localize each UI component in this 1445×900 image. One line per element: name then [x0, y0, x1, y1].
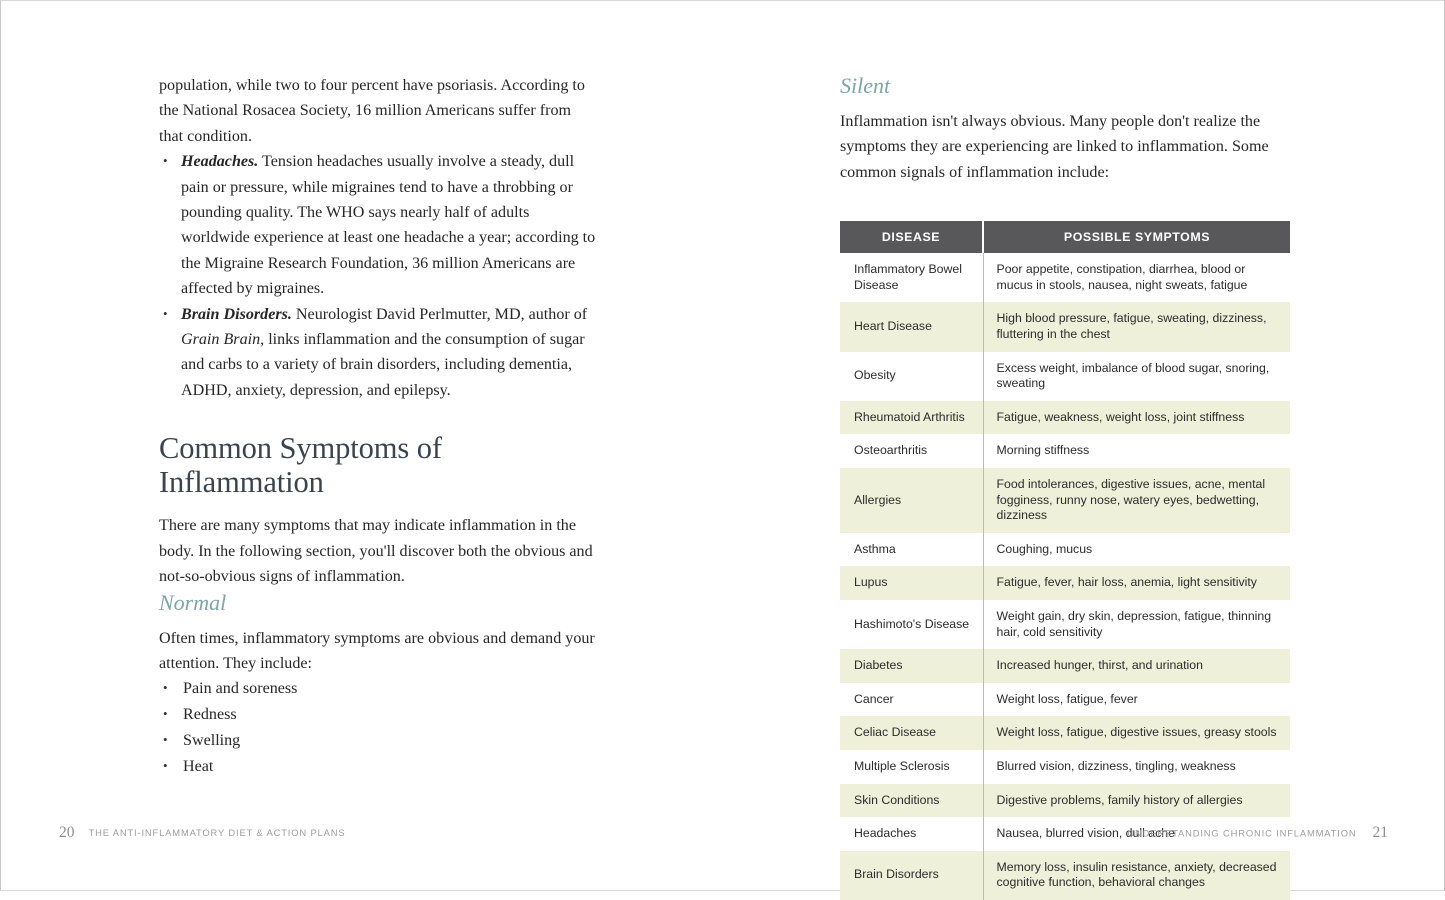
cell-disease: Skin Conditions: [840, 784, 983, 818]
left-page-content: [159, 73, 597, 780]
running-head-left: THE ANTI-INFLAMMATORY DIET & ACTION PLANS: [88, 827, 346, 839]
table-row: [840, 683, 1290, 717]
cell-symptoms: Blurred vision, dizziness, tingling, weakness: [983, 750, 1290, 784]
table-row: [840, 649, 1290, 683]
bullet-brain-disorders: [159, 302, 597, 404]
cell-symptoms: Morning stiffness: [983, 434, 1290, 468]
silent-intro-paragraph: Inflammation isn't always obvious. Many people don't realize the symptoms they are experiencing are linked to inflammation. Some common signals of inflammation include:: [840, 113, 1269, 181]
table-row: [840, 533, 1290, 567]
bullet-term-headaches: Headaches.: [181, 153, 259, 171]
disease-symptom-table: [840, 221, 1290, 900]
table-row: [840, 434, 1290, 468]
cell-symptoms: Digestive problems, family history of allergies: [983, 784, 1290, 818]
column-header-disease: DISEASE: [840, 221, 983, 253]
table-row: [840, 302, 1290, 351]
cell-disease: Allergies: [840, 468, 983, 533]
cell-disease: Osteoarthritis: [840, 434, 983, 468]
list-item: • Pain and soreness: [159, 676, 597, 701]
cell-symptoms: Fatigue, weakness, weight loss, joint stiffness: [983, 401, 1290, 435]
table-body: [840, 253, 1290, 900]
list-item: • Redness: [159, 702, 597, 727]
continued-paragraph: population, while two to four percent have psoriasis. According to the National Rosacea Society, 16 million Americans suffer from that condition.: [159, 77, 585, 145]
list-item: • Swelling: [159, 728, 597, 753]
bullet-body-headaches: Tension headaches usually involve a steady, dull pain or pressure, while migraines tend to have a throbbing or pounding quality. The WHO says nearly half of adults worldwide experience at least one headache a year; according to the Migraine Research Foundation, 36 million Americans are affected by migraines.: [181, 153, 596, 298]
cell-symptoms: Poor appetite, constipation, diarrhea, blood or mucus in stools, nausea, night sweats, fatigue: [983, 253, 1290, 302]
cell-disease: Brain Disorders: [840, 851, 983, 900]
right-page-content: [840, 73, 1292, 900]
left-page: [7, 1, 723, 892]
page-number-right: 21: [1372, 823, 1388, 841]
cell-symptoms: Weight loss, fatigue, fever: [983, 683, 1290, 717]
right-page: [723, 1, 1440, 892]
page-title: Common Symptoms of Inflammation: [159, 431, 442, 500]
running-head-right: UNDERSTANDING CHRONIC INFLAMMATION: [1127, 827, 1357, 839]
subheading-normal: Normal: [159, 589, 227, 615]
book-title-grain-brain: Grain Brain: [181, 331, 261, 349]
normal-intro-paragraph: Often times, inflammatory symptoms are obvious and demand your attention. They include:: [159, 629, 595, 672]
table-row: [840, 468, 1290, 533]
table-row: [840, 750, 1290, 784]
cell-symptoms: Food intolerances, digestive issues, acne, mental fogginess, runny nose, watery eyes, bedwetting, dizziness: [983, 468, 1290, 533]
cell-disease: Asthma: [840, 533, 983, 567]
column-header-symptoms: POSSIBLE SYMPTOMS: [983, 221, 1290, 253]
cell-disease: Headaches: [840, 817, 983, 851]
cell-disease: Obesity: [840, 352, 983, 401]
table-row: [840, 716, 1290, 750]
cell-disease: Rheumatoid Arthritis: [840, 401, 983, 435]
cell-symptoms: Weight loss, fatigue, digestive issues, greasy stools: [983, 716, 1290, 750]
bullet-body-brain-pre: Neurologist David Perlmutter, MD, author of: [291, 305, 588, 323]
table-header: [840, 221, 1290, 253]
subheading-silent: Silent: [840, 73, 891, 98]
table-row: [840, 253, 1290, 302]
cell-symptoms: Increased hunger, thirst, and urination: [983, 649, 1290, 683]
cell-symptoms: Weight gain, dry skin, depression, fatigue, thinning hair, cold sensitivity: [983, 600, 1290, 649]
cell-symptoms: Nausea, blurred vision, dull ache: [983, 817, 1290, 851]
cell-disease: Inflammatory Bowel Disease: [840, 253, 983, 302]
cell-symptoms: Fatigue, fever, hair loss, anemia, light sensitivity: [983, 566, 1290, 600]
table-row: [840, 352, 1290, 401]
cell-disease: Multiple Sclerosis: [840, 750, 983, 784]
cell-disease: Lupus: [840, 566, 983, 600]
table-row: [840, 851, 1290, 900]
table-header-row: [840, 221, 1290, 253]
cell-disease: Celiac Disease: [840, 716, 983, 750]
cell-symptoms: Coughing, mucus: [983, 533, 1290, 567]
cell-disease: Cancer: [840, 683, 983, 717]
list-item: • Heat: [159, 754, 597, 779]
cell-disease: Diabetes: [840, 649, 983, 683]
bullet-term-brain-disorders: Brain Disorders.: [181, 305, 292, 323]
table-row: [840, 566, 1290, 600]
disease-bullet-list: [159, 149, 597, 403]
table-row: [840, 401, 1290, 435]
normal-symptom-list: [159, 676, 597, 779]
cell-symptoms: Memory loss, insulin resistance, anxiety, decreased cognitive function, behavioral changes: [983, 851, 1290, 900]
table-row: [840, 600, 1290, 649]
cell-disease: Hashimoto's Disease: [840, 600, 983, 649]
table-row: [840, 784, 1290, 818]
cell-symptoms: High blood pressure, fatigue, sweating, dizziness, fluttering in the chest: [983, 302, 1290, 351]
page-number-left: 20: [59, 823, 75, 841]
bullet-body-brain-post: , links inflammation and the consumption of sugar and carbs to a variety of brain disorders, including dementia, ADHD, anxiety, depression, and epilepsy.: [181, 331, 585, 399]
bullet-headaches: [159, 149, 597, 301]
right-page-footer: [1127, 824, 1388, 842]
left-page-footer: [59, 824, 345, 842]
section-intro-paragraph: There are many symptoms that may indicate inflammation in the body. In the following section, you'll discover both the obvious and not-so-obvious signs of inflammation.: [159, 517, 593, 586]
cell-disease: Heart Disease: [840, 302, 983, 351]
cell-symptoms: Excess weight, imbalance of blood sugar, snoring, sweating: [983, 352, 1290, 401]
